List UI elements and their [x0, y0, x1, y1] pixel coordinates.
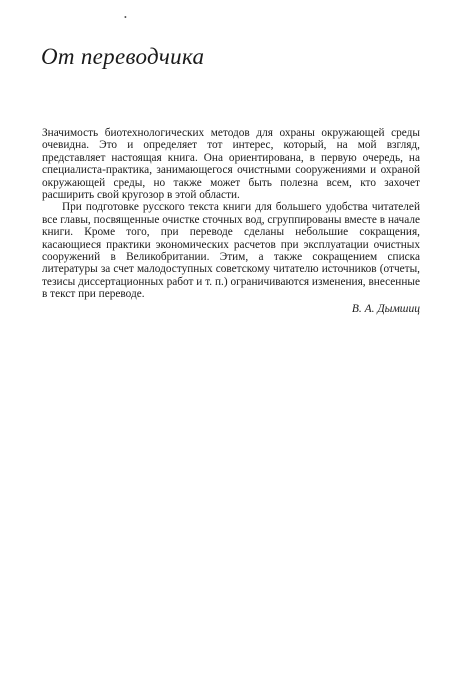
paragraph-1: Значимость биотехнологических методов для охраны окружающей среды очевидна. Это и определяет тот интерес, который, на мой взгляд, представляет настоящая книга. Она ориентирована, в первую очередь, на специалиста-практика, занимающегося очистными сооружениями и охраной окружающей среды, но также может быть полезна всем, кто захочет расширить свой кругозор в этой области. [42, 127, 420, 202]
translator-signature: В. А. Дымшиц [351, 302, 420, 315]
page-mark: • [124, 13, 127, 22]
paragraph-2: При подготовке русского текста книги для большего удобства читателей все главы, посвященные очистке сточных вод, сгруппированы вместе в начале книги. Кроме того, при переводе сделаны небольшие сокращения, касающиеся практики экономических расчетов при эксплуатации очистных сооружений в Великобритании. Этим, а также сокращением списка литературы за счет малодоступных советскому читателю источников (отчеты, тезисы диссертационных работ и т. п.) ограничиваются изменения, внесенные в текст при переводе. [42, 201, 420, 301]
page-title: От переводчика [41, 44, 205, 69]
body-text [42, 127, 420, 316]
